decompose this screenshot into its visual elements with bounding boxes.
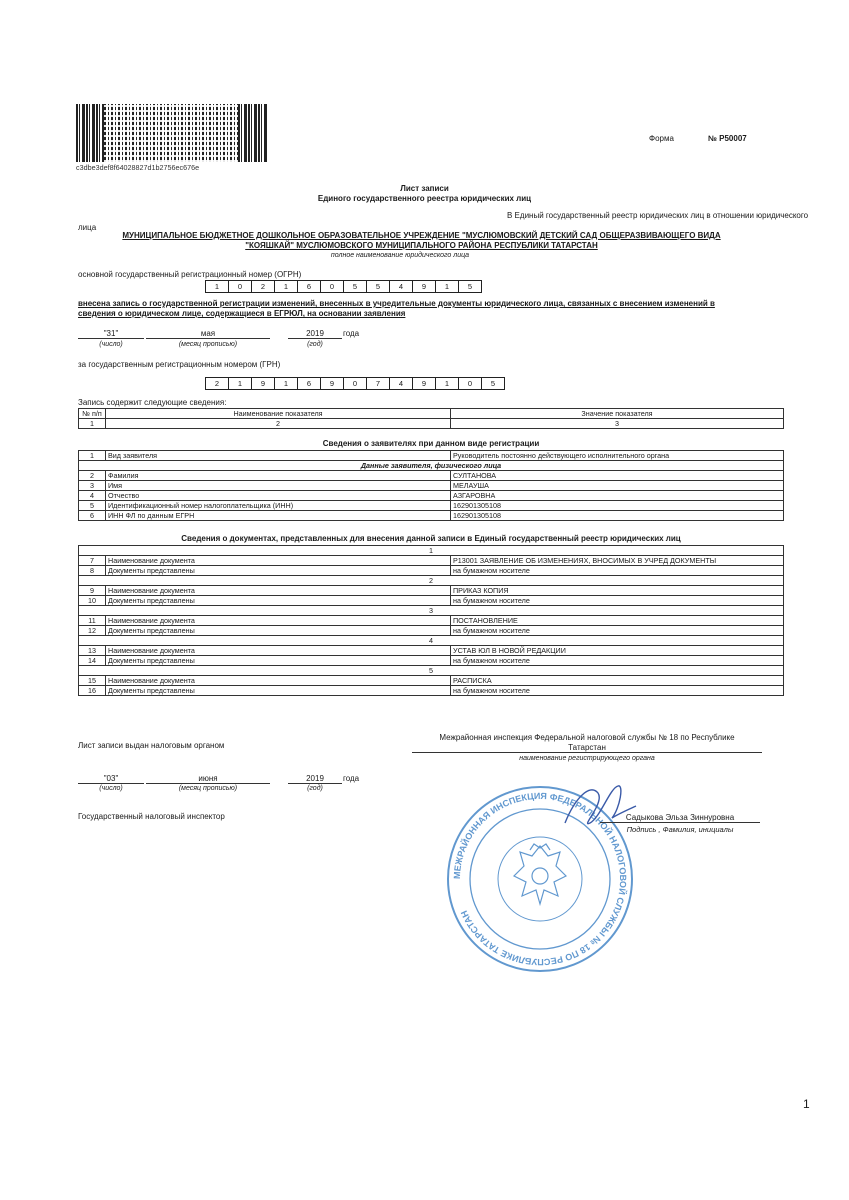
col-index-1: 1 [79, 419, 106, 429]
grn-digit: 6 [297, 377, 321, 390]
row-name: Документы представлены [106, 596, 451, 606]
grn-digits [206, 377, 505, 390]
table-row [79, 451, 784, 461]
documents-title: Сведения о документах, представленных для внесения данной записи в Единый государственный реестр юридических лиц [181, 534, 681, 543]
table-row [79, 686, 784, 696]
col-header-number: № п/п [79, 409, 106, 419]
row-value: на бумажном носителе [451, 686, 784, 696]
grn-digit: 9 [251, 377, 275, 390]
signature-caption: Подпись , Фамилия, инициалы [626, 825, 734, 834]
issued-day-caption: (число) [99, 785, 123, 792]
row-number: 9 [79, 586, 106, 596]
form-number: № Р50007 [708, 134, 747, 143]
record-day: "31" [78, 329, 144, 339]
document-group [79, 666, 784, 676]
entity-name-line1: МУНИЦИПАЛЬНОЕ БЮДЖЕТНОЕ ДОШКОЛЬНОЕ ОБРАЗОВАТЕЛЬНОЕ УЧРЕЖДЕНИЕ "МУСЛЮМОВСКИЙ ДЕТСКИЙ САД ОБЩЕРАЗВИВАЮЩЕГО ВИДА [122, 231, 721, 240]
document-group [79, 576, 784, 586]
grn-digit: 5 [481, 377, 505, 390]
record-day-caption: (число) [99, 341, 123, 348]
row-number: 16 [79, 686, 106, 696]
row-name: Документы представлены [106, 686, 451, 696]
table-row [79, 491, 784, 501]
row-name: ИНН ФЛ по данным ЕГРН [106, 511, 451, 521]
page-subtitle: Единого государственного реестра юридических лиц [317, 194, 532, 203]
ogrn-digit: 0 [320, 280, 344, 293]
row-value: на бумажном носителе [451, 656, 784, 666]
document-group-label: 4 [79, 636, 784, 646]
table-row [79, 566, 784, 576]
page-title: Лист записи [400, 184, 449, 193]
row-value: ПРИКАЗ КОПИЯ [451, 586, 784, 596]
row-number: 6 [79, 511, 106, 521]
issued-year-caption: (год) [307, 785, 323, 792]
row-name: Наименование документа [106, 646, 451, 656]
entity-name-caption: полное наименование юридического лица [330, 252, 470, 259]
ogrn-digit: 2 [251, 280, 275, 293]
col-header-value: Значение показателя [451, 409, 784, 419]
col-index-2: 2 [106, 419, 451, 429]
applicant-subheader [79, 461, 784, 471]
row-number: 10 [79, 596, 106, 606]
stamp-emblem-icon [514, 844, 566, 904]
ogrn-digit: 0 [228, 280, 252, 293]
row-name: Идентификационный номер налогоплательщика (ИНН) [106, 501, 451, 511]
ogrn-digits [206, 280, 482, 293]
row-value: на бумажном носителе [451, 566, 784, 576]
barcode-image-right [238, 104, 268, 162]
documents-table [78, 545, 784, 696]
entity-intro: В Единый государственный реестр юридических лиц в отношении юридического [507, 211, 809, 220]
table-row [79, 656, 784, 666]
row-name: Наименование документа [106, 556, 451, 566]
issued-year-suffix: года [343, 774, 360, 783]
table-row [79, 586, 784, 596]
row-name: Документы представлены [106, 626, 451, 636]
grn-digit: 7 [366, 377, 390, 390]
contents-intro: Запись содержит следующие сведения: [78, 398, 227, 407]
row-name: Наименование документа [106, 676, 451, 686]
grn-digit: 1 [274, 377, 298, 390]
row-number: 4 [79, 491, 106, 501]
row-name: Отчество [106, 491, 451, 501]
row-number: 3 [79, 481, 106, 491]
grn-digit: 2 [205, 377, 229, 390]
table-row [79, 616, 784, 626]
document-group [79, 606, 784, 616]
authority-caption: наименование регистрирующего органа [519, 755, 655, 762]
ogrn-digit: 5 [343, 280, 367, 293]
grn-digit: 0 [343, 377, 367, 390]
row-value: РАСПИСКА [451, 676, 784, 686]
page-number: 1 [803, 1097, 810, 1111]
record-month: мая [146, 329, 270, 339]
document-group-label: 2 [79, 576, 784, 586]
table-row [79, 471, 784, 481]
row-name: Имя [106, 481, 451, 491]
row-value: 162901305108 [451, 511, 784, 521]
authority-line1: Межрайонная инспекция Федеральной налоговой службы № 18 по Республике [439, 733, 735, 742]
record-year: 2019 [288, 329, 342, 339]
grn-digit: 1 [435, 377, 459, 390]
row-value: 162901305108 [451, 501, 784, 511]
table-row [79, 481, 784, 491]
document-group-label: 1 [79, 546, 784, 556]
record-year-caption: (год) [307, 341, 323, 348]
form-label: Форма [649, 134, 674, 143]
row-name: Вид заявителя [106, 451, 451, 461]
row-value: Руководитель постоянно действующего исполнительного органа [451, 451, 784, 461]
table-row [79, 501, 784, 511]
grn-digit: 9 [320, 377, 344, 390]
table-row [79, 511, 784, 521]
row-value: УСТАВ ЮЛ В НОВОЙ РЕДАКЦИИ [451, 646, 784, 656]
document-group-label: 3 [79, 606, 784, 616]
ogrn-digit: 6 [297, 280, 321, 293]
table-row [79, 596, 784, 606]
row-number: 11 [79, 616, 106, 626]
record-month-caption: (месяц прописью) [178, 341, 238, 348]
row-name: Фамилия [106, 471, 451, 481]
ogrn-digit: 9 [412, 280, 436, 293]
row-number: 5 [79, 501, 106, 511]
row-value: Р13001 ЗАЯВЛЕНИЕ ОБ ИЗМЕНЕНИЯХ, ВНОСИМЫХ В УЧРЕД ДОКУМЕНТЫ [451, 556, 784, 566]
col-index-3: 3 [451, 419, 784, 429]
ogrn-digit: 1 [274, 280, 298, 293]
document-group [79, 546, 784, 556]
row-value: СУЛТАНОВА [451, 471, 784, 481]
issued-year: 2019 [288, 774, 342, 784]
applicants-title: Сведения о заявителях при данном виде регистрации [322, 439, 540, 448]
stamp-outer-text: МЕЖРАЙОННАЯ ИНСПЕКЦИЯ ФЕДЕРАЛЬНОЙ НАЛОГОВОЙ СЛУЖБЫ № 18 ПО РЕСПУБЛИКЕ ТАТАРСТАН [451, 790, 629, 968]
row-value: МЕЛАУША [451, 481, 784, 491]
row-number: 8 [79, 566, 106, 576]
grn-digit: 4 [389, 377, 413, 390]
document-group-label: 5 [79, 666, 784, 676]
document-group [79, 636, 784, 646]
record-year-suffix: года [343, 329, 360, 338]
col-header-name: Наименование показателя [106, 409, 451, 419]
grn-digit: 0 [458, 377, 482, 390]
inspector-label: Государственный налоговый инспектор [78, 812, 225, 821]
entity-intro-2: лица [78, 223, 97, 232]
issued-day: "03" [78, 774, 144, 784]
barcode-text: c3dbe3def8f64028827d1b2756ec676e [76, 163, 200, 172]
record-text-line2: сведения о юридическом лице, содержащиеся в ЕГРЮЛ, на основании заявления [78, 309, 406, 318]
record-text-line1: внесена запись о государственной регистрации изменений, внесенных в учредительные документы юридического лица, связанных с внесением изменений в [78, 299, 715, 308]
row-name: Документы представлены [106, 566, 451, 576]
row-number: 7 [79, 556, 106, 566]
row-number: 15 [79, 676, 106, 686]
row-number: 1 [79, 451, 106, 461]
ogrn-label: основной государственный регистрационный номер (ОГРН) [78, 270, 302, 279]
ogrn-digit: 4 [389, 280, 413, 293]
table-row [79, 626, 784, 636]
ogrn-digit: 1 [205, 280, 229, 293]
issued-label: Лист записи выдан налоговым органом [78, 741, 225, 750]
grn-digit: 9 [412, 377, 436, 390]
grn-label: за государственным регистрационным номером (ГРН) [78, 360, 281, 369]
barcode-2d-image [104, 104, 238, 162]
row-name: Документы представлены [106, 656, 451, 666]
ogrn-digit: 5 [458, 280, 482, 293]
contents-header-table [78, 408, 784, 429]
grn-digit: 1 [228, 377, 252, 390]
issued-month-caption: (месяц прописью) [178, 785, 238, 792]
row-name: Наименование документа [106, 586, 451, 596]
authority-line2: Татарстан [412, 743, 762, 753]
row-number: 12 [79, 626, 106, 636]
ogrn-digit: 1 [435, 280, 459, 293]
applicant-subheader-label: Данные заявителя, физического лица [79, 461, 784, 471]
row-number: 13 [79, 646, 106, 656]
entity-name-line2: "КОЯШКАЙ" МУСЛЮМОВСКОГО МУНИЦИПАЛЬНОГО РАЙОНА РЕСПУБЛИКИ ТАТАРСТАН [245, 241, 598, 250]
issued-month: июня [146, 774, 270, 784]
barcode-image [76, 104, 104, 162]
row-value: ПОСТАНОВЛЕНИЕ [451, 616, 784, 626]
table-row [79, 556, 784, 566]
signatory-name: Садыкова Эльза Зиннуровна [600, 813, 760, 823]
row-name: Наименование документа [106, 616, 451, 626]
ogrn-digit: 5 [366, 280, 390, 293]
row-number: 2 [79, 471, 106, 481]
applicants-table [78, 450, 784, 521]
row-value: на бумажном носителе [451, 626, 784, 636]
row-value: АЗГАРОВНА [451, 491, 784, 501]
row-number: 14 [79, 656, 106, 666]
table-row [79, 676, 784, 686]
row-value: на бумажном носителе [451, 596, 784, 606]
table-row [79, 646, 784, 656]
stamp-center-ring [498, 837, 582, 921]
